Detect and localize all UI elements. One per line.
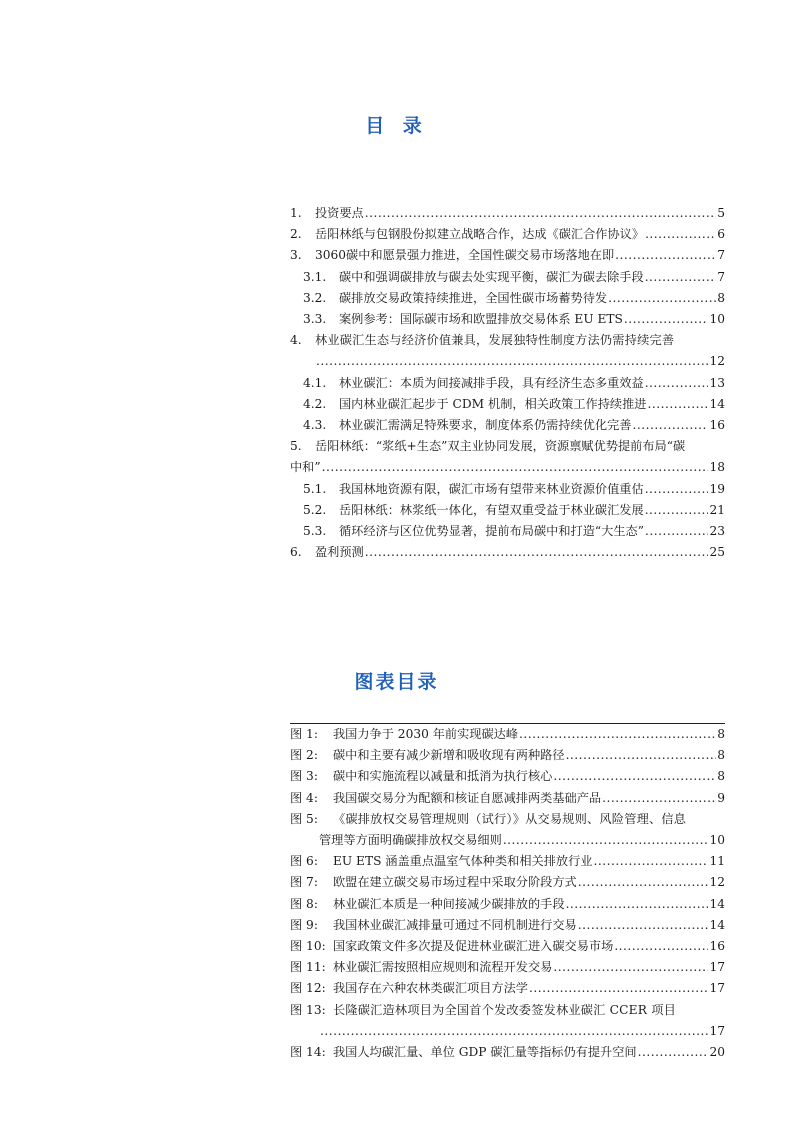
figure-entry-title-line2: 管理等方面明确碳排放权交易细则 (319, 833, 502, 848)
figure-entry-title-line1: 《碳排放权交易管理规则（试行）》从交易规则、风险管理、信息 (333, 811, 687, 826)
toc-entry[interactable] (290, 330, 725, 372)
figure-entry-title: EU ETS 涵盖重点温室气体种类和相关排放行业 (333, 854, 593, 869)
figure-entry-page: 17 (709, 960, 725, 975)
toc-subentry[interactable] (290, 288, 725, 309)
figure-entry[interactable] (290, 978, 725, 999)
figure-entry-page: 12 (709, 875, 725, 890)
toc-entry-page: 13 (709, 375, 725, 390)
toc-subentry[interactable] (290, 479, 725, 500)
toc-entry[interactable] (290, 436, 725, 478)
toc-entry-number: 4.1. (303, 375, 327, 390)
figure-entry-page: 8 (717, 727, 725, 741)
toc-entry[interactable] (290, 245, 725, 266)
dot-leader (645, 373, 709, 394)
toc-entry[interactable] (290, 224, 725, 245)
toc-entry-title: 我国林地资源有限，碳汇市场有望带来林业资源价值重估 (339, 481, 644, 496)
dot-leader (365, 203, 716, 224)
figure-entry-page: 8 (717, 748, 725, 763)
dot-leader (578, 915, 709, 936)
dot-leader (608, 288, 716, 309)
toc-entry-title: 林业碳汇生态与经济价值兼具，发展独特性制度方法仍需持续完善 (315, 333, 675, 348)
toc-entry-title: 投资要点 (315, 206, 364, 220)
dot-leader (638, 1042, 709, 1063)
toc-entry-page: 10 (709, 312, 725, 327)
toc-entry-page: 12 (709, 354, 725, 369)
dot-leader (624, 309, 709, 330)
dot-leader (316, 351, 708, 372)
dot-leader (645, 267, 717, 288)
figure-entry-title: 碳中和主要有减少新增和吸收现有两种路径 (333, 748, 565, 763)
figure-entry-number: 图 12: (290, 981, 326, 996)
toc-entry[interactable] (290, 203, 725, 224)
dot-leader (647, 394, 708, 415)
figure-entry-title: 我国人均碳汇量、单位 GDP 碳汇量等指标仍有提升空间 (333, 1045, 637, 1060)
toc-entry-number: 6. (290, 545, 302, 560)
toc-entry-page: 14 (709, 396, 725, 411)
toc-entry-page: 8 (717, 290, 725, 305)
figure-entry-page: 17 (709, 1023, 725, 1038)
dot-leader (566, 745, 717, 766)
dot-leader (602, 788, 716, 809)
dot-leader (320, 1021, 708, 1042)
figure-entry[interactable] (290, 766, 725, 787)
figure-entry[interactable] (290, 936, 725, 957)
figure-entry-number: 图 2: (290, 748, 318, 763)
dot-leader (633, 415, 709, 436)
toc-entry-page: 5 (717, 206, 725, 220)
dot-leader (614, 936, 708, 957)
toc-entry-title: 岳阳林纸：林浆纸一体化，有望双重受益于林业碳汇发展 (339, 502, 644, 517)
figure-entry-number: 图 8: (290, 896, 318, 911)
dot-leader (645, 500, 709, 521)
toc-entry[interactable] (290, 542, 725, 563)
figure-entry[interactable] (290, 851, 725, 872)
figure-entry-title: 欧盟在建立碳交易市场过程中采取分阶段方式 (333, 875, 577, 890)
figure-entry-title: 林业碳汇需按照相应规则和流程开发交易 (333, 960, 553, 975)
toc-entry-page: 19 (709, 481, 725, 496)
dot-leader (645, 224, 716, 245)
toc-entry-title-line1: 岳阳林纸：“浆纸+生态”双主业协同发展，资源禀赋优势提前布局“碳 (315, 439, 686, 454)
toc-entry-number: 5.1. (303, 481, 327, 496)
figure-entry[interactable] (290, 1042, 725, 1063)
toc-subentry[interactable] (290, 521, 725, 542)
toc-entry-page: 25 (709, 545, 725, 560)
figure-index-title: 图表目录 (354, 671, 439, 693)
toc-subentry[interactable] (290, 267, 725, 288)
figure-entry[interactable] (290, 872, 725, 893)
figure-entry-title: 国家政策文件多次提及促进林业碳汇进入碳交易市场 (333, 939, 614, 954)
dot-leader (593, 851, 708, 872)
toc-entry-page: 21 (709, 502, 725, 517)
toc-entry-title: 国内林业碳汇起步于 CDM 机制，相关政策工作持续推进 (339, 396, 647, 411)
toc-entry-title-line2: 中和” (290, 460, 321, 475)
toc-entry-page: 23 (709, 524, 725, 539)
figure-entry-number: 图 4: (290, 790, 318, 805)
toc-entry-title: 岳阳林纸与包钢股份拟建立战略合作，达成《碳汇合作协议》 (315, 227, 645, 242)
toc-entry-title: 案例参考：国际碳市场和欧盟排放交易体系 EU ETS (339, 312, 623, 327)
figure-entry-page: 17 (709, 981, 725, 996)
toc-entry-number: 3.3. (303, 312, 327, 327)
figure-entry-number: 图 11: (290, 960, 326, 975)
toc-entry-number: 3. (290, 248, 302, 263)
figure-entry-page: 9 (717, 790, 725, 805)
figure-entry-number: 图 14: (290, 1045, 326, 1060)
dot-leader (322, 457, 709, 478)
figure-entry-number: 图 6: (290, 854, 318, 869)
toc-subentry[interactable] (290, 500, 725, 521)
toc-entry-number: 2. (290, 227, 302, 242)
dot-leader (519, 724, 716, 745)
toc-entry-title: 碳排放交易政策持续推进，全国性碳市场蓄势待发 (339, 290, 608, 305)
figure-entry-number: 图 7: (290, 875, 318, 890)
figure-entry[interactable] (290, 957, 725, 978)
toc-entry-number: 5.2. (303, 502, 327, 517)
figure-entry-number: 图 1: (290, 727, 318, 741)
toc-entry-page: 7 (717, 248, 725, 263)
dot-leader (553, 766, 716, 787)
toc-entry-page: 6 (717, 227, 725, 242)
toc-subentry[interactable] (290, 373, 725, 394)
dot-leader (645, 479, 709, 500)
figure-entry-title: 我国碳交易分为配额和核证自愿减排两类基础产品 (333, 790, 602, 805)
figure-entry-title-line1: 长隆碳汇造林项目为全国首个发改委签发林业碳汇 CCER 项目 (333, 1002, 676, 1017)
toc-entry-page: 7 (717, 269, 725, 284)
toc-subentry[interactable] (290, 394, 725, 415)
figure-entry-title: 林业碳汇本质是一种间接减少碳排放的手段 (333, 896, 565, 911)
figure-entry-number: 图 10: (290, 939, 326, 954)
dot-leader (615, 245, 716, 266)
dot-leader (529, 978, 708, 999)
figure-entry[interactable] (290, 1000, 725, 1042)
toc-entry-page: 18 (709, 460, 725, 475)
toc-entry-title: 循环经济与区位优势显著，提前布局碳中和打造“大生态” (339, 524, 644, 539)
toc-entry-title: 碳中和强调碳排放与碳去处实现平衡，碳汇为碳去除手段 (339, 269, 644, 284)
figure-entry-title: 我国存在六种农林类碳汇项目方法学 (333, 981, 528, 996)
toc-entry-number: 5.3. (303, 524, 327, 539)
toc-entry-number: 4.3. (303, 418, 327, 433)
toc-entry-number: 4. (290, 333, 302, 348)
figure-entry[interactable] (290, 745, 725, 766)
figure-entry[interactable] (290, 788, 725, 809)
dot-leader (365, 542, 709, 563)
dot-leader (553, 957, 708, 978)
toc-entry-title: 盈利预测 (315, 545, 364, 560)
dot-leader (645, 521, 709, 542)
figure-entry[interactable] (290, 915, 725, 936)
figure-entry-page: 20 (709, 1045, 725, 1060)
toc-entry-number: 3.2. (303, 290, 327, 305)
figure-entry[interactable] (290, 809, 725, 851)
toc-entry-title: 3060碳中和愿景强力推进，全国性碳交易市场落地在即 (315, 248, 615, 263)
toc-entry-number: 3.1. (303, 269, 327, 284)
figure-entry-page: 14 (709, 917, 725, 932)
toc-entry-title: 林业碳汇需满足特殊要求，制度体系仍需持续优化完善 (339, 418, 632, 433)
toc-list (290, 203, 725, 563)
figure-entry-number: 图 3: (290, 769, 318, 784)
figure-entry-page: 16 (709, 939, 725, 954)
figure-entry-page: 11 (709, 854, 725, 869)
toc-entry-title: 林业碳汇：本质为间接减排手段，具有经济生态多重效益 (339, 375, 644, 390)
toc-title: 目 录 (365, 115, 428, 137)
figure-entry-page: 14 (709, 896, 725, 911)
toc-entry-page: 16 (709, 418, 725, 433)
toc-entry-number: 4.2. (303, 396, 327, 411)
toc-subentry[interactable] (290, 309, 725, 330)
figure-entry-title: 我国林业碳汇减排量可通过不同机制进行交易 (333, 917, 577, 932)
figure-entry-title: 我国力争于 2030 年前实现碳达峰 (333, 727, 519, 741)
toc-entry-number: 1. (290, 206, 302, 220)
dot-leader (566, 894, 709, 915)
figure-entry-title: 碳中和实施流程以减量和抵消为执行核心 (333, 769, 553, 784)
dot-leader (578, 872, 709, 893)
figure-entry-page: 8 (717, 769, 725, 784)
toc-subentry[interactable] (290, 415, 725, 436)
dot-leader (503, 830, 709, 851)
figure-entry-number: 图 13: (290, 1002, 326, 1017)
figure-entry-number: 图 5: (290, 811, 318, 826)
figure-entry[interactable] (290, 724, 725, 745)
figure-entry[interactable] (290, 894, 725, 915)
toc-entry-number: 5. (290, 439, 302, 454)
figure-index-list (290, 723, 725, 1063)
figure-entry-page: 10 (709, 833, 725, 848)
figure-entry-number: 图 9: (290, 917, 318, 932)
